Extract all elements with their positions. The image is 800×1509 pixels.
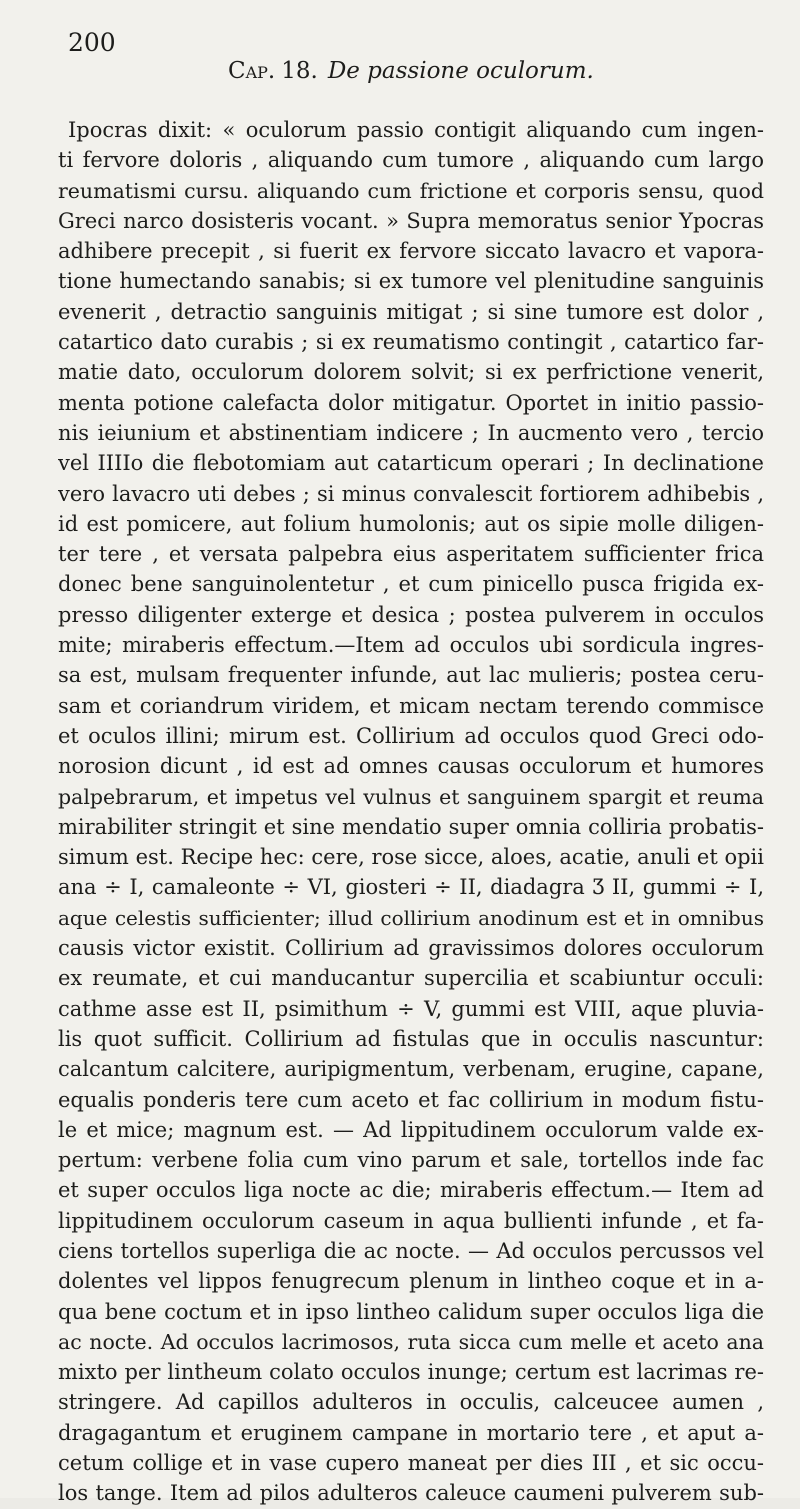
text-line: lippitudinem occulorum caseum in aqua bullienti infunde , et fa- xyxy=(58,1208,764,1233)
running-head-chapter-number: 18. xyxy=(281,58,318,84)
running-head-cap-label: Cap. xyxy=(228,58,276,84)
body-text xyxy=(58,115,764,1509)
text-line: qua bene coctum et in ipso lintheo calidum super occulos liga die xyxy=(58,1299,764,1324)
text-line: ciens tortellos superliga die ac nocte. — Ad occulos percussos vel xyxy=(58,1238,764,1263)
text-line: norosion dicunt , id est ad omnes causas occulorum et humores xyxy=(58,754,764,779)
text-line: catartico dato curabis ; si ex reumatismo contingit , catartico far- xyxy=(58,330,764,355)
text-line: stringere. Ad capillos adulteros in occulis, calceucee aumen , xyxy=(58,1390,764,1415)
text-line: Greci narco dosisteris vocant. » Supra memoratus senior Ypocras xyxy=(58,208,764,233)
text-line: ac nocte. Ad occulos lacrimosos, ruta sicca cum melle et aceto ana xyxy=(58,1329,764,1354)
text-line: aque celestis sufficienter; illud collirium anodinum est et in omnibus xyxy=(58,905,764,930)
text-line: cathme asse est II, psimithum ÷ V, gummi est VIII, aque pluvia- xyxy=(58,996,764,1021)
text-line: Ipocras dixit: « oculorum passio contigit aliquando cum ingen- xyxy=(68,118,764,142)
text-line: vero lavacro uti debes ; si minus convalescit fortiorem adhibebis , xyxy=(58,481,764,506)
text-line: adhibere precepit , si fuerit ex fervore siccato lavacro et vapora- xyxy=(58,239,764,264)
text-line: sam et coriandrum viridem, et micam nectam terendo commisce xyxy=(58,693,764,718)
text-line: ana ÷ I, camaleonte ÷ VI, giosteri ÷ II, diadagra Ʒ II, gummi ÷ I, xyxy=(58,875,764,900)
text-line: ter tere , et versata palpebra eius asperitatem sufficienter frica xyxy=(58,542,764,567)
running-head xyxy=(228,58,594,84)
text-line: et oculos illini; mirum est. Collirium ad occulos quod Greci odo- xyxy=(58,723,764,748)
running-head-chapter-title: De passione oculorum. xyxy=(327,58,594,84)
text-line: donec bene sanguinolentetur , et cum pinicello pusca frigida ex- xyxy=(58,572,764,597)
text-line: tione humectando sanabis; si ex tumore vel plenitudine sanguinis xyxy=(58,269,764,294)
text-line: ex reumate, et cui manducantur supercilia et scabiuntur occuli: xyxy=(58,966,764,991)
text-line: lis quot sufficit. Collirium ad fistulas que in occulis nascuntur: xyxy=(58,1026,764,1051)
text-line: dolentes vel lippos fenugrecum plenum in lintheo coque et in a- xyxy=(58,1269,764,1294)
text-line: mixto per lintheum colato occulos inunge; certum est lacrimas re- xyxy=(58,1360,764,1385)
text-line: reumatismi cursu. aliquando cum frictione et corporis sensu, quod xyxy=(58,178,764,203)
text-line: pertum: verbene folia cum vino parum et sale, tortellos inde fac xyxy=(58,1148,764,1173)
text-line: calcantum calcitere, auripigmentum, verbenam, erugine, capane, xyxy=(58,1057,764,1082)
text-line: presso diligenter exterge et desica ; postea pulverem in occulos xyxy=(58,602,764,627)
text-line: vel IIIIo die flebotomiam aut catarticum operari ; In declinatione xyxy=(58,451,764,476)
text-line: equalis ponderis tere cum aceto et fac collirium in modum fistu- xyxy=(58,1087,764,1112)
text-line: evenerit , detractio sanguinis mitigat ; si sine tumore est dolor , xyxy=(58,299,764,324)
text-line: causis victor existit. Collirium ad gravissimos dolores occulorum xyxy=(58,936,764,961)
text-line: mite; miraberis effectum.—Item ad occulos ubi sordicula ingres- xyxy=(58,633,764,658)
text-line: sa est, mulsam frequenter infunde, aut lac mulieris; postea ceru- xyxy=(58,663,764,688)
text-line: nis ieiunium et abstinentiam indicere ; In aucmento vero , tercio xyxy=(58,420,764,445)
text-line: dragagantum et eruginem campane in mortario tere , et aput a- xyxy=(58,1420,764,1445)
text-line: cetum collige et in vase cupero maneat per dies III , et sic occu- xyxy=(58,1451,764,1476)
text-line: menta potione calefacta dolor mitigatur. Oportet in initio passio- xyxy=(58,390,764,415)
page-number: 200 xyxy=(68,28,116,57)
text-line: palpebrarum, et impetus vel vulnus et sanguinem spargit et reuma xyxy=(58,784,764,809)
text-line: ti fervore doloris , aliquando cum tumore , aliquando cum largo xyxy=(58,148,764,173)
text-line: et super occulos liga nocte ac die; miraberis effectum.— Item ad xyxy=(58,1178,764,1203)
text-line: le et mice; magnum est. — Ad lippitudinem occulorum valde ex- xyxy=(58,1117,764,1142)
text-line: matie dato, occulorum dolorem solvit; si ex perfrictione venerit, xyxy=(58,360,764,385)
text-line: simum est. Recipe hec: cere, rose sicce, aloes, acatie, anuli et opii xyxy=(58,845,764,870)
text-line: id est pomicere, aut folium humolonis; aut os sipie molle diligen- xyxy=(58,511,764,536)
text-line: los tange. Item ad pilos adulteros caleuce caumeni pulverem sub- xyxy=(58,1481,764,1506)
text-line: mirabiliter stringit et sine mendatio super omnia colliria probatis- xyxy=(58,814,764,839)
